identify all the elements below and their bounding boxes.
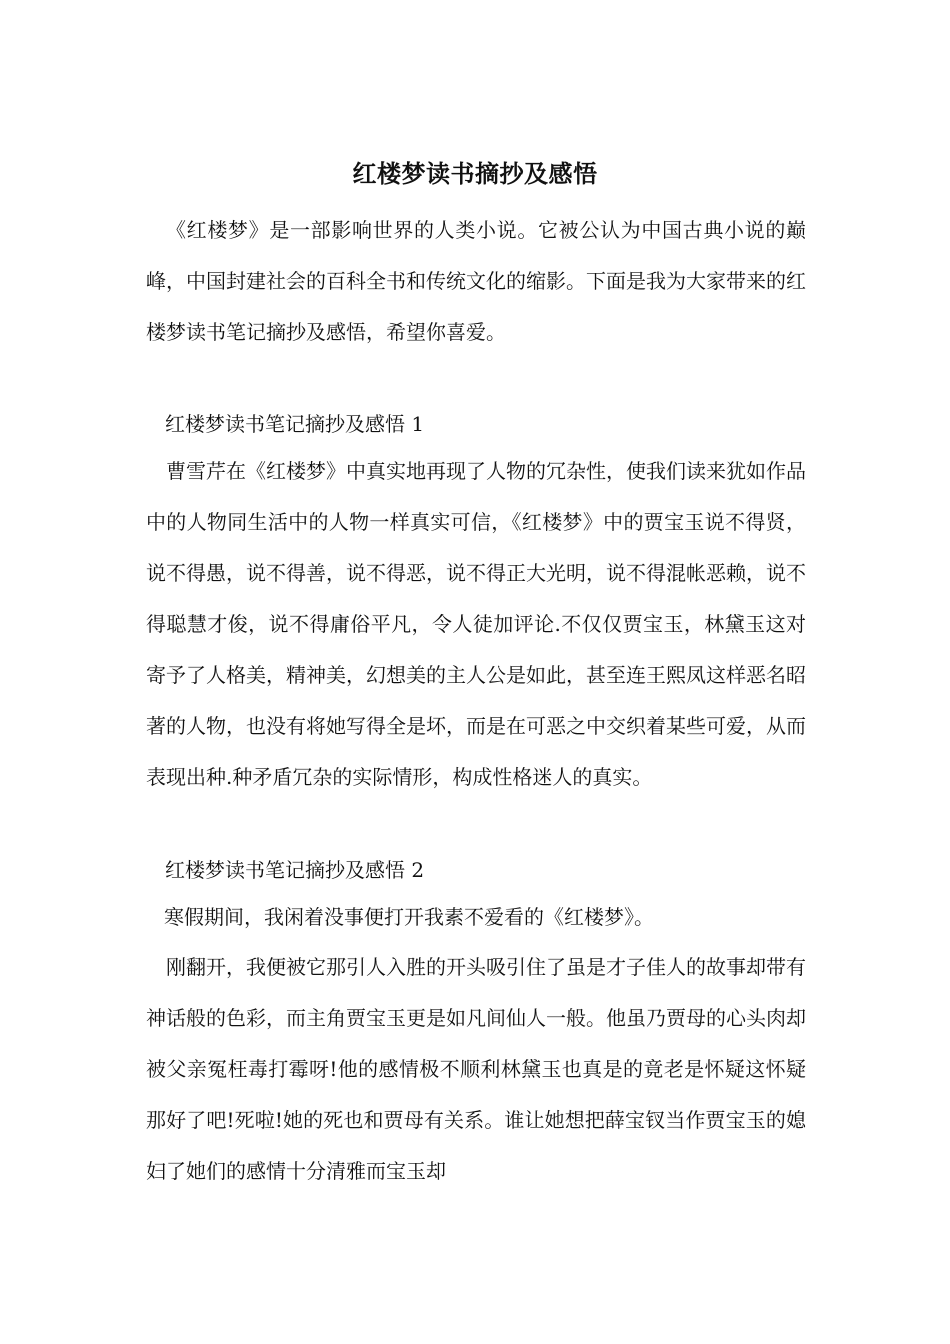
section-1-heading: 红楼梦读书笔记摘抄及感悟 1 (165, 412, 425, 436)
section-1-paragraph: 曹雪芹在《红楼梦》中真实地再现了人物的冗杂性，使我们读来犹如作品中的人物同生活中的人物一样真实可信，《红楼梦》中的贾宝玉说不得贤，说不得愚，说不得善，说不得恶，说不得正大光明，说不得混帐恶赖，说不得聪慧才俊，说不得庸俗平凡，令人徒加评论.不仅仅贾宝玉，林黛玉这对寄予了人格美，精神美，幻想美的主人公是如此，甚至连王熙凤这样恶名昭著的人物，也没有将她写得全是坏，而是在可恶之中交织着某些可爱，从而表现出种.种矛盾冗杂的实际情形，构成性格迷人的真实。 (146, 459, 806, 789)
section-2-paragraph: 刚翻开，我便被它那引人入胜的开头吸引住了虽是才子佳人的故事却带有神话般的色彩，而主角贾宝玉更是如凡间仙人一般。他虽乃贾母的心头肉却被父亲冤枉毒打霉呀!他的感情极不顺利林黛玉也真是的竟老是怀疑这怀疑那好了吧!死啦!她的死也和贾母有关系。谁让她想把薛宝钗当作贾宝玉的媳妇了她们的感情十分清雅而宝玉却 (146, 955, 806, 1183)
section-2-first-line: 寒假期间，我闲着没事便打开我素不爱看的《红楼梦》。 (164, 905, 654, 929)
section-2-heading: 红楼梦读书笔记摘抄及感悟 2 (165, 858, 425, 882)
intro-paragraph: 《红楼梦》是一部影响世界的人类小说。它被公认为中国古典小说的巅峰，中国封建社会的百科全书和传统文化的缩影。下面是我为大家带来的红楼梦读书笔记摘抄及感悟，希望你喜爱。 (146, 218, 806, 344)
document-title: 红楼梦读书摘抄及感悟 (352, 159, 598, 188)
